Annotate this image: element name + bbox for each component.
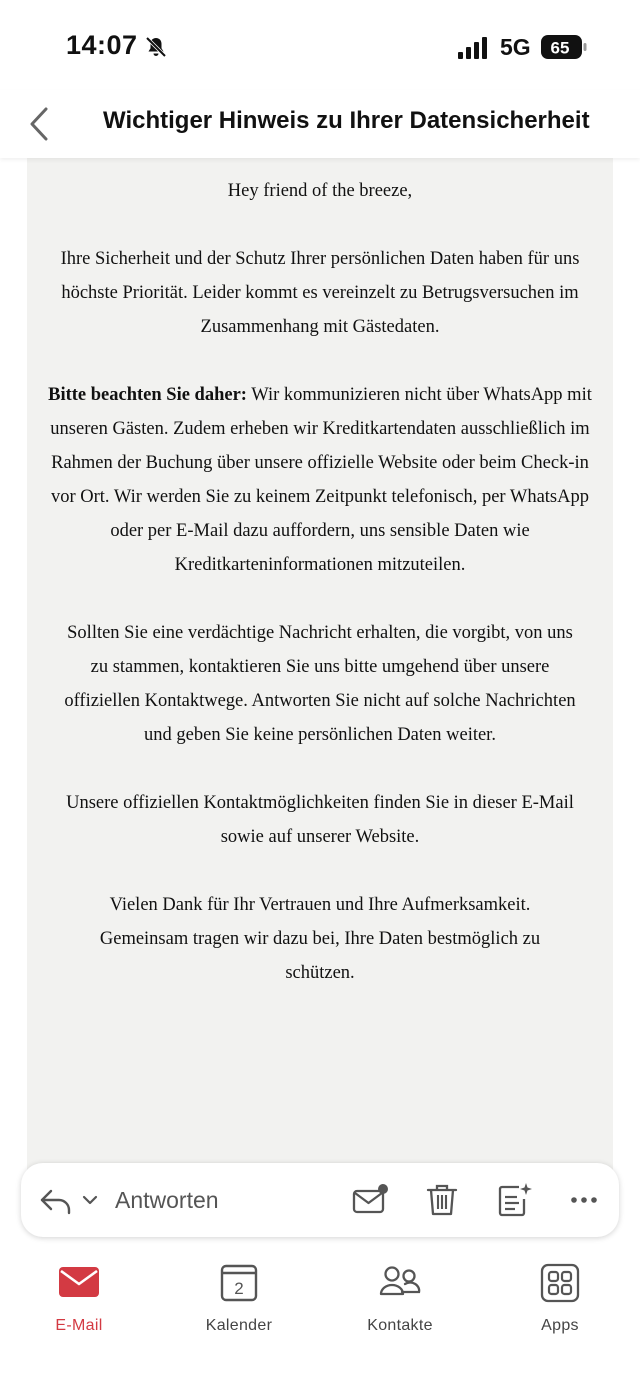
status-time: 14:07 — [66, 30, 138, 60]
email-paragraph-4: Unsere offiziellen Kontaktmöglichkeiten finden Sie in dieser E-Mail sowie auf unserer Website. — [66, 793, 574, 847]
email-paragraph-3: Sollten Sie eine verdächtige Nachricht erhalten, die vorgibt, von uns zu stammen, kontaktieren Sie uns bitte umgehend über unsere offiziellen Kontaktwege. Antworten Sie nicht auf solche Nachrichten und geben Sie keine persönlichen Daten weiter. — [64, 623, 576, 745]
tab-bar — [0, 1245, 640, 1387]
tab-contacts-label: Kontakte — [367, 1317, 433, 1334]
tab-calendar-label: Kalender — [205, 1317, 273, 1334]
contacts-icon — [378, 1261, 422, 1305]
mail-icon — [57, 1261, 101, 1305]
email-paragraph-2 — [27, 378, 613, 582]
more-options-icon[interactable] — [565, 1181, 603, 1219]
tab-email-label: E-Mail — [55, 1317, 103, 1334]
email-paragraph-2-bold: Bitte beachten Sie daher: — [48, 385, 247, 405]
tab-email[interactable] — [19, 1261, 139, 1335]
reply-bar — [21, 1163, 619, 1237]
email-paragraph-2-text: Wir kommunizieren nicht über WhatsApp mit unseren Gästen. Zudem erheben wir Kreditkartendaten ausschließlich im Rahmen der Buchung über unsere offizielle Website oder beim Check-in vor Ort. Wir werden Sie zu keinem Zeitpunkt telefonisch, per WhatsApp oder per E-Mail dazu auffordern, uns sensible Daten wie Kreditkarteninformationen mitzuteilen. — [50, 385, 592, 575]
calendar-icon — [217, 1261, 261, 1305]
email-paragraph-5: Vielen Dank für Ihr Vertrauen und Ihre Aufmerksamkeit. Gemeinsam tragen wir dazu bei, Ihre Daten bestmöglich zu schützen. — [99, 895, 541, 983]
email-body — [27, 158, 613, 1178]
reply-icon[interactable] — [39, 1187, 73, 1215]
back-arrow-icon[interactable] — [26, 106, 54, 142]
status-bar — [0, 0, 640, 90]
tab-apps-label: Apps — [541, 1317, 579, 1334]
ai-summary-icon[interactable] — [495, 1181, 533, 1219]
reply-button[interactable]: Antworten — [115, 1187, 219, 1213]
chevron-down-icon[interactable] — [81, 1193, 99, 1207]
signal-icon — [458, 37, 490, 59]
calendar-day: 2 — [234, 1279, 244, 1298]
apps-grid-icon — [538, 1261, 582, 1305]
email-subject: Wichtiger Hinweis zu Ihrer Datensicherheit — [103, 107, 590, 134]
tab-contacts[interactable] — [340, 1261, 460, 1335]
email-greeting: Hey friend of the breeze, — [227, 181, 413, 201]
battery-level: 65 — [550, 38, 570, 58]
mark-unread-icon[interactable] — [351, 1181, 389, 1219]
battery-icon — [541, 35, 587, 59]
network-type: 5G — [500, 34, 531, 60]
tab-apps[interactable] — [500, 1261, 620, 1335]
email-paragraph-1: Ihre Sicherheit und der Schutz Ihrer persönlichen Daten haben für uns höchste Priorität. Leider kommt es vereinzelt zu Betrugsversuchen im Zusammenhang mit Gästedaten. — [60, 249, 580, 337]
tab-calendar[interactable] — [179, 1261, 299, 1335]
nav-bar — [0, 90, 640, 158]
trash-icon[interactable] — [423, 1181, 461, 1219]
bell-muted-icon — [144, 35, 168, 59]
